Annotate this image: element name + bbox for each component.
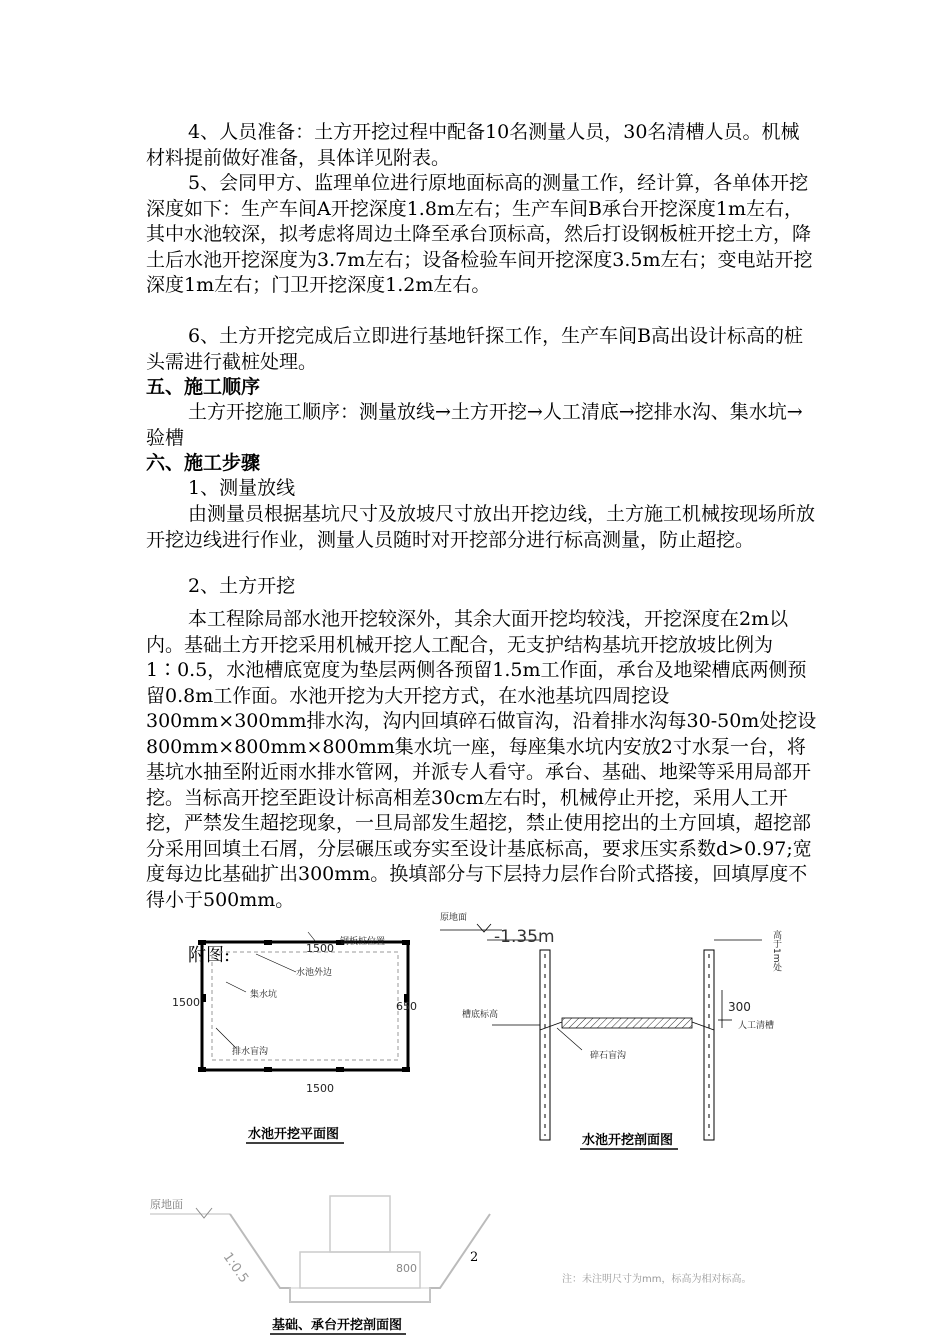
paragraph-excavation: 本工程除局部水池开挖较深外，其余大面开挖均较浅，开挖深度在2m以内。基础土方开挖采用机械开挖人工配合，无支护结构基坑开挖放坡比例为1∶0.5，水池槽底宽度为垫层两侧各预留1.5m工作面，承台及地梁槽底两侧预留0.8m工作面。水池开挖为大开挖方式，在水池基坑四周挖设300mm×300mm排水沟，沟内回填碎石做盲沟，沿着排水沟每30-50m处挖设800mm×800mm×800mm集水坑一座，每座集水坑内安放2寸水泵一台，将基坑水抽至附近雨水排水管网，并派专人看守。承台、基础、地梁等采用局部开挖。当标高开挖至距设计标高相差30cm左右时，机械停止开挖，采用人工开挖，严禁发生超挖现象，一旦局部发生超挖，禁止使用挖出的土方回填，超挖部分采用回填土石屑，分层碾压或夯实至设计基底标高，要求压实系数d>0.97;宽度每边比基础扩出300mm。换填部分与下层持力层作台阶式搭接，回填厚度不得小于500mm。 (146, 608, 817, 911)
dim-plan-right: 650 (396, 1000, 417, 1013)
label-section-ground: 原地面 (440, 913, 468, 923)
dim-plan-left: 1500 (172, 996, 200, 1009)
pool-section-drawing (432, 910, 775, 1150)
label-foundation-ground: 原地面 (150, 1198, 183, 1211)
step-title-survey: 1、测量放线 (188, 477, 296, 499)
dim-section: 300 (728, 1000, 751, 1014)
paragraph-staff-preparation: 4、人员准备：土方开挖过程中配备10名测量人员，30名清槽人员。机械材料提前做好准备，具体详见附表。 (146, 121, 800, 169)
drawing-note: 注：未注明尺寸为mm，标高为相对标高。 (562, 1274, 752, 1285)
step-title-excavation: 2、土方开挖 (188, 575, 296, 597)
label-pool-outline: 水池外边 (296, 968, 333, 978)
paragraph-excavation-depths: 5、会同甲方、监理单位进行原地面标高的测量工作，经计算，各单体开挖深度如下：生产车间A开挖深度1.8m左右；生产车间B承台开挖深度1m左右，其中水池较深，拟考虑将周边土降至承台顶标高，然后打设钢板桩开挖土方，降土后水池开挖深度为3.7m左右；设备检验车间开挖深度3.5m左右；变电站开挖深度1m左右；门卫开挖深度1.2m左右。 (146, 172, 813, 296)
section-heading-steps: 六、施工步骤 (146, 452, 261, 474)
label-manual-clean: 人工清槽 (738, 1021, 775, 1031)
label-slope-ratio: 1:0.5 (219, 1250, 252, 1286)
label-section-elevation: -1.35m (494, 927, 555, 947)
dim-plan-top: 1500 (306, 942, 334, 955)
paragraph-probing: 6、土方开挖完成后立即进行基地钎探工作，生产车间B高出设计标高的桩头需进行截桩处理。 (146, 325, 804, 373)
foundation-section-drawing (140, 1192, 500, 1322)
caption-foundation-section: 基础、承台开挖剖面图 (272, 1318, 403, 1333)
page-number: 2 (470, 1250, 479, 1265)
label-section-right: 高于1m处 (771, 930, 781, 972)
figures-label: 附图: (188, 945, 231, 966)
paragraph-sequence: 土方开挖施工顺序：测量放线→土方开挖→人工清底→挖排水沟、集水坑→验槽 (146, 401, 803, 449)
caption-underline-section (580, 1147, 680, 1151)
paragraph-survey: 由测量员根据基坑尺寸及放坡尺寸放出开挖边线，土方施工机械按现场所放开挖边线进行作业，测量人员随时对开挖部分进行标高测量，防止超挖。 (146, 503, 816, 551)
label-sump: 集水坑 (250, 990, 278, 1000)
caption-pool-section: 水池开挖剖面图 (582, 1133, 674, 1148)
label-trench-bottom: 槽底标高 (462, 1010, 499, 1020)
dim-foundation: 800 (396, 1262, 417, 1275)
dim-plan-bottom: 1500 (306, 1082, 334, 1095)
caption-underline-foundation (270, 1332, 410, 1336)
caption-pool-plan: 水池开挖平面图 (248, 1127, 340, 1142)
section-heading-sequence: 五、施工顺序 (146, 376, 261, 398)
pool-plan-drawing (196, 932, 426, 1097)
caption-underline-plan (246, 1141, 346, 1145)
label-steel-pile: 钢板桩位置 (340, 937, 386, 947)
label-gravel-drain: 碎石盲沟 (590, 1051, 627, 1061)
label-drain: 排水盲沟 (232, 1047, 269, 1057)
